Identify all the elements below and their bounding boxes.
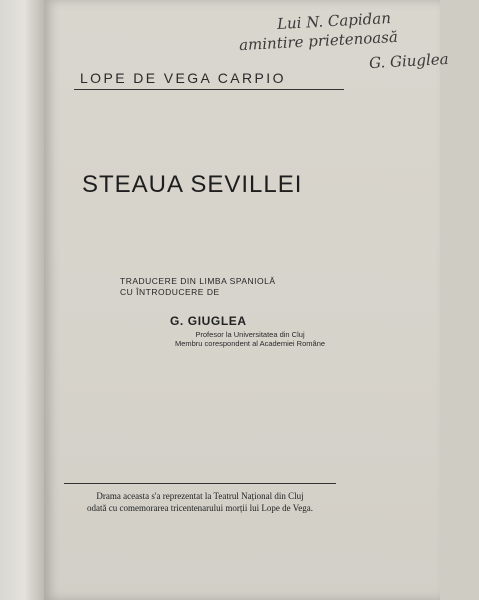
book-title: STEAUA SEVILLEI — [82, 171, 303, 198]
translation-note — [120, 276, 380, 297]
book-spine — [0, 0, 44, 600]
translator-role-line: Profesor la Universitatea din Cluj — [195, 330, 305, 339]
author-divider — [74, 89, 344, 90]
performance-note-line: Drama aceasta s'a reprezentat la Teatrul Național din Cluj — [96, 491, 304, 501]
performance-note-rule — [64, 483, 336, 484]
translation-line: TRADUCERE DIN LIMBA SPANIOLĂ — [120, 276, 276, 286]
author-name: LOPE DE VEGA CARPIO — [80, 70, 286, 86]
inscription-signature: G. Giuglea — [368, 49, 450, 73]
translator-name: G. GIUGLEA — [170, 314, 247, 328]
performance-note — [64, 490, 336, 514]
translation-line: CU ÎNTRODUCERE DE — [120, 286, 220, 297]
performance-note-line: odată cu comemorarea tricentenarului morții lui Lope de Vega. — [87, 503, 313, 513]
inscription-line: Lui N. Capidan — [276, 9, 392, 33]
translator-role — [120, 330, 380, 348]
translator-role-line: Membru corespondent al Academiei Române — [174, 339, 326, 348]
inscription-line: amintire prietenoasă — [238, 27, 399, 55]
